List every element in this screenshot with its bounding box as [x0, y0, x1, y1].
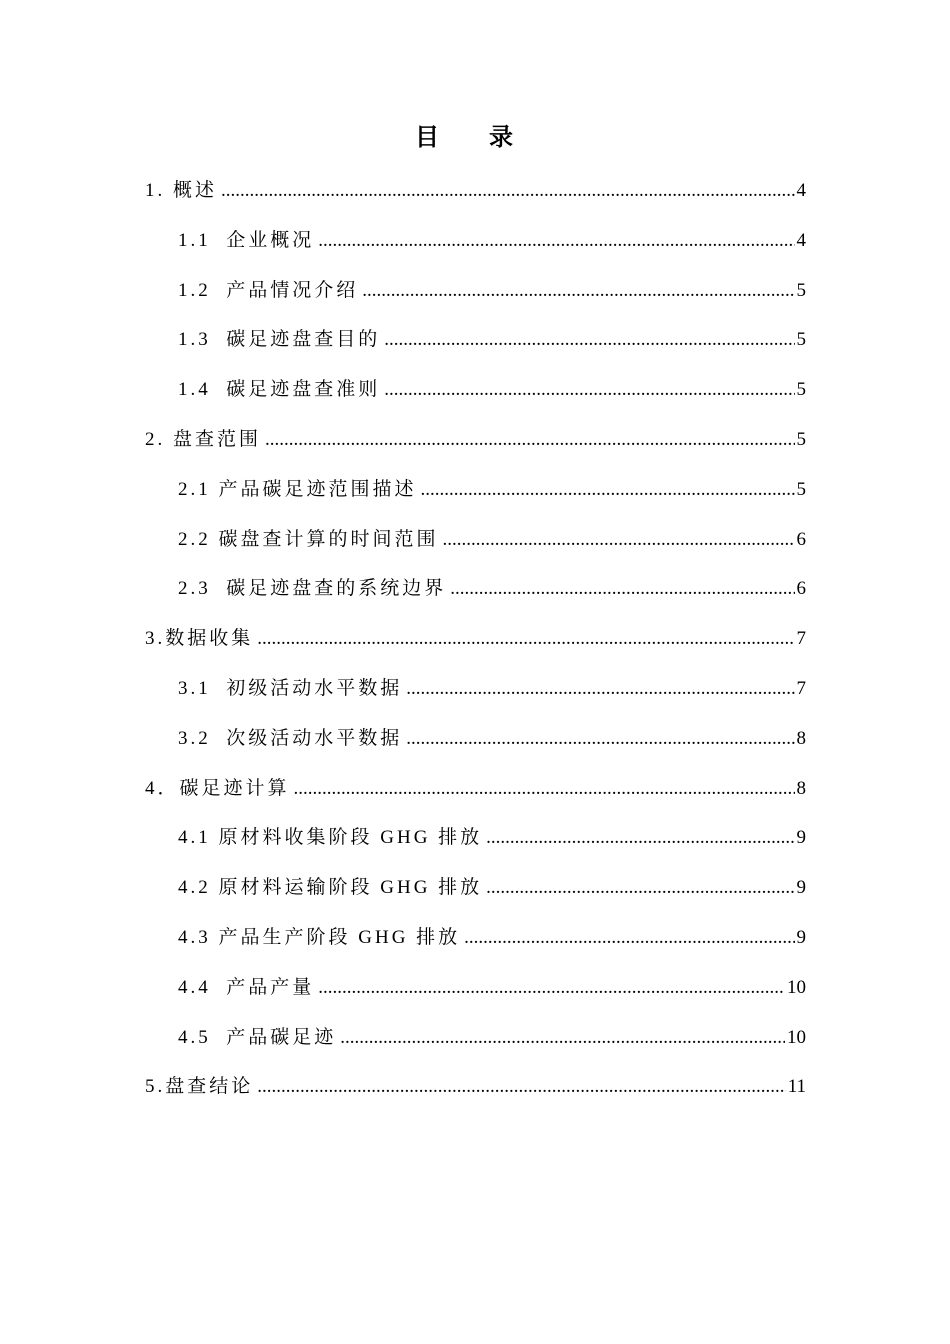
toc-page-number: 4 — [796, 229, 806, 251]
toc-entry-text: 1.3 碳足迹盘查目的 — [178, 329, 381, 351]
toc-entry[interactable] — [145, 521, 806, 571]
toc-entry-text: 2.3 碳足迹盘查的系统边界 — [178, 578, 447, 600]
toc-entry[interactable] — [145, 222, 806, 272]
toc-entry[interactable] — [145, 471, 806, 521]
toc-dot-leader — [362, 272, 794, 310]
toc-entry[interactable] — [145, 371, 806, 421]
toc-entry-text: 1.1 企业概况 — [178, 229, 315, 251]
toc-page-number: 5 — [796, 379, 806, 401]
toc-entry[interactable] — [145, 421, 806, 471]
toc-page-number: 10 — [787, 1026, 806, 1048]
toc-entry-text: 1.2 产品情况介绍 — [178, 279, 359, 301]
toc-title: 目 录 — [415, 125, 535, 151]
toc-dot-leader — [384, 371, 794, 409]
toc-dot-leader — [486, 869, 794, 907]
toc-entry-text: 4.4 产品产量 — [178, 976, 315, 998]
toc-entry[interactable] — [145, 1019, 806, 1069]
toc-page-number: 7 — [796, 677, 806, 699]
toc-entry[interactable] — [145, 919, 806, 969]
toc-entry[interactable] — [145, 321, 806, 371]
toc-dot-leader — [384, 321, 794, 359]
toc-dot-leader — [421, 471, 795, 509]
toc-page-number: 9 — [796, 877, 806, 899]
toc-dot-leader — [443, 521, 795, 559]
toc-dot-leader — [464, 919, 794, 957]
toc-page-number: 6 — [796, 528, 806, 550]
toc-page-number: 4 — [796, 180, 806, 201]
toc-entry-text: 1.4 碳足迹盘查准则 — [178, 379, 381, 401]
toc-dot-leader — [318, 222, 794, 260]
toc-dot-leader — [406, 670, 794, 708]
toc-entry-text: 2.1 产品碳足迹范围描述 — [178, 478, 417, 500]
toc-page-number: 5 — [796, 329, 806, 351]
toc-entry-text: 3.2 次级活动水平数据 — [178, 727, 403, 749]
toc-entry-text: 3.数据收集 — [145, 628, 254, 650]
toc-dot-leader — [257, 1068, 785, 1106]
toc-dot-leader — [257, 620, 794, 658]
toc-dot-leader — [450, 570, 794, 608]
toc-entry-text: 2. 盘查范围 — [145, 428, 262, 450]
toc-entry-text: 5.盘查结论 — [145, 1076, 254, 1098]
toc-dot-leader — [221, 172, 794, 210]
toc-entry-text: 2.2 碳盘查计算的时间范围 — [178, 528, 439, 550]
toc-page-number: 5 — [796, 478, 806, 500]
toc-page-number: 10 — [787, 976, 806, 998]
toc-page-number: 6 — [796, 578, 806, 600]
toc-entry-text: 4.2 原材料运输阶段 GHG 排放 — [178, 877, 483, 899]
toc-entry[interactable] — [145, 272, 806, 322]
toc-page-number: 9 — [796, 926, 806, 948]
toc-dot-leader — [486, 819, 794, 857]
toc-list — [145, 172, 806, 1118]
toc-entry[interactable] — [145, 969, 806, 1019]
toc-dot-leader — [340, 1019, 785, 1057]
toc-entry-text: 4.5 产品碳足迹 — [178, 1026, 337, 1048]
toc-entry[interactable] — [145, 620, 806, 670]
toc-dot-leader — [406, 720, 794, 758]
toc-entry-text: 4．碳足迹计算 — [145, 777, 290, 799]
toc-entry[interactable] — [145, 172, 806, 222]
toc-page-number: 8 — [796, 777, 806, 799]
toc-entry[interactable] — [145, 670, 806, 720]
toc-entry[interactable] — [145, 720, 806, 770]
toc-page-number: 5 — [796, 279, 806, 301]
toc-page-number: 7 — [796, 628, 806, 650]
toc-dot-leader — [294, 770, 795, 808]
toc-page-number: 9 — [796, 827, 806, 849]
toc-page-number: 5 — [796, 428, 806, 450]
toc-page-number: 8 — [796, 727, 806, 749]
toc-entry[interactable] — [145, 570, 806, 620]
toc-entry-text: 3.1 初级活动水平数据 — [178, 677, 403, 699]
toc-entry[interactable] — [145, 819, 806, 869]
toc-entry[interactable] — [145, 1068, 806, 1118]
toc-entry-text: 1. 概述 — [145, 180, 218, 201]
toc-entry-text: 4.3 产品生产阶段 GHG 排放 — [178, 926, 461, 948]
toc-entry[interactable] — [145, 869, 806, 919]
toc-entry[interactable] — [145, 770, 806, 820]
toc-entry-text: 4.1 原材料收集阶段 GHG 排放 — [178, 827, 483, 849]
toc-page-number: 11 — [787, 1076, 806, 1098]
toc-dot-leader — [265, 421, 794, 459]
toc-dot-leader — [318, 969, 785, 1007]
